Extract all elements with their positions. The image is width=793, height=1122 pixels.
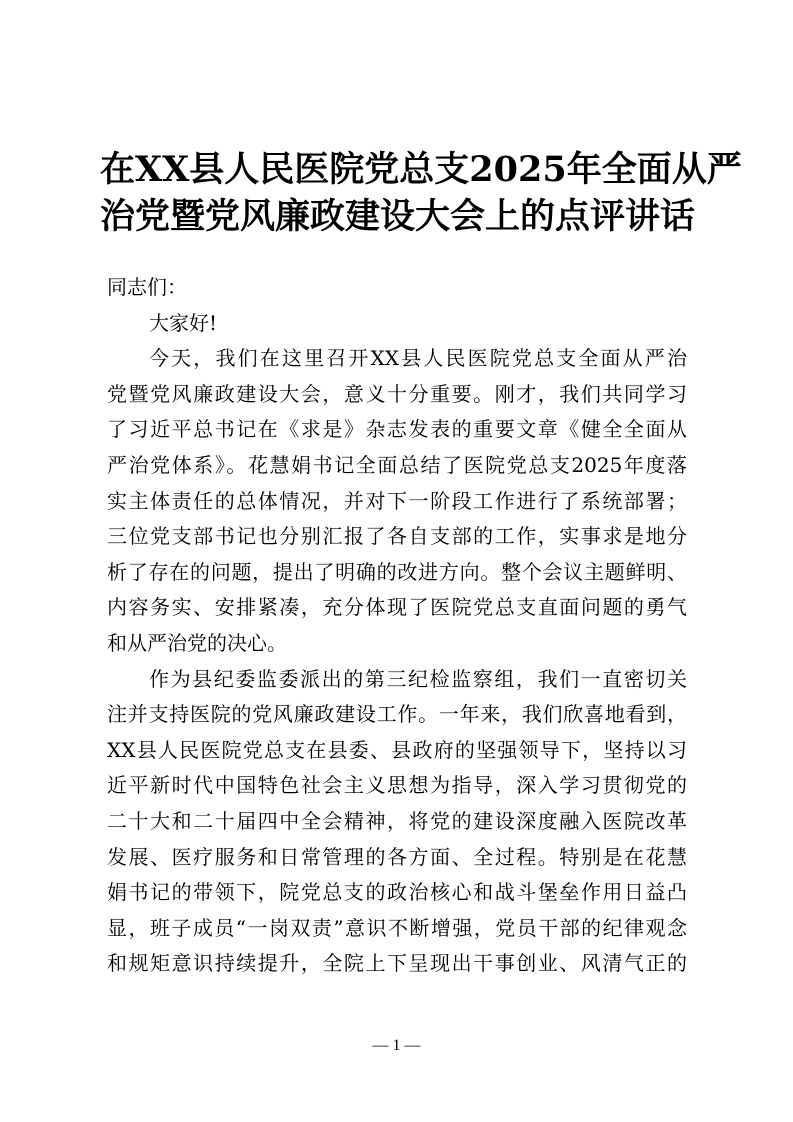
salutation-text: 同志们： (107, 275, 187, 299)
paragraph-line: 显，班子成员“一岗双责”意识不断增强，党员干部的纪律观念 (107, 915, 687, 940)
salutation (107, 270, 687, 306)
paragraph-line: 作为县纪委监委派出的第三纪检监察组，我们一直密切关 (149, 666, 687, 691)
paragraph-line: 和规矩意识持续提升，全院上下呈现出干事创业、风清气正的 (107, 951, 687, 976)
paragraph-line: 了习近平总书记在《求是》杂志发表的重要文章《健全全面从 (107, 417, 687, 442)
paragraph-line: 娟书记的带领下，院党总支的政治核心和战斗堡垒作用日益凸 (107, 880, 687, 905)
paragraph-line: 析了存在的问题，提出了明确的改进方向。整个会议主题鲜明、 (107, 559, 687, 584)
page-number: — 1 — (372, 1037, 421, 1054)
paragraph-line: 内容务实、安排紧凑，充分体现了医院党总支直面问题的勇气 (107, 595, 687, 620)
paragraph-line: 三位党支部书记也分别汇报了各自支部的工作，实事求是地分 (107, 524, 687, 549)
title-line-2: 治党暨党风廉政建设大会上的点评讲话 (100, 196, 696, 237)
greeting (107, 306, 687, 342)
paragraph-line: 党暨党风廉政建设大会，意义十分重要。刚才，我们共同学习 (107, 381, 687, 406)
paragraph-line: XX县人民医院党总支在县委、县政府的坚强领导下，坚持以习 (107, 737, 687, 762)
paragraph-line: 注并支持医院的党风廉政建设工作。一年来，我们欣喜地看到， (107, 702, 687, 727)
greeting-text: 大家好! (149, 310, 218, 335)
paragraph-line: 发展、医疗服务和日常管理的各方面、全过程。特别是在花慧 (107, 844, 687, 869)
paragraph-line: 近平新时代中国特色社会主义思想为指导，深入学习贯彻党的 (107, 773, 687, 798)
document-title (100, 146, 742, 240)
paragraph-line: 二十大和二十届四中全会精神，将党的建设深度融入医院改革 (107, 808, 687, 833)
document-body (107, 270, 687, 982)
paragraph-line: 严治党体系》。花慧娟书记全面总结了医院党总支2025年度落 (107, 452, 687, 477)
title-line-1: 在XX县人民医院党总支2025年全面从严 (100, 149, 742, 190)
paragraph-line: 实主体责任的总体情况，并对下一阶段工作进行了系统部署； (107, 488, 687, 513)
paragraph-1 (107, 341, 687, 661)
paragraph-2 (107, 662, 687, 982)
paragraph-line: 今天，我们在这里召开XX县人民医院党总支全面从严治 (149, 346, 687, 371)
paragraph-line: 和从严治党的决心。 (107, 630, 287, 655)
